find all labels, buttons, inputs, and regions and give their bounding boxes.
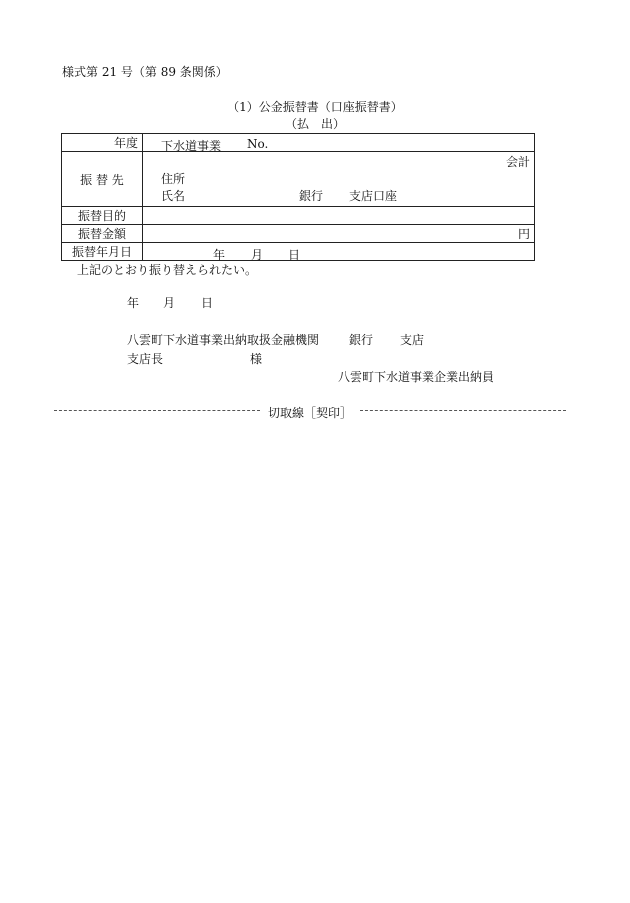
yen-label: 円 [517,227,530,241]
institution-branch-label: 支店 [400,333,425,347]
branch-account-label: 支店口座 [349,189,398,203]
amount-field[interactable] [143,225,535,243]
purpose-label: 振替目的 [62,207,143,225]
bank-label: 銀行 [299,189,324,203]
cut-line-right-dash [360,410,566,411]
date-label: 振替年月日 [62,243,143,261]
sign-month-label: 月 [163,296,176,310]
fiscal-year-field[interactable] [143,134,535,152]
date-day-label: 日 [288,248,301,262]
name-label: 氏名 [161,189,186,203]
treasurer-title: 八雲町下水道事業企業出納員 [338,370,495,384]
address-label: 住所 [161,172,186,186]
payee-field[interactable] [143,152,535,207]
department-name: 下水道事業 [161,139,222,153]
financial-institution: 八雲町下水道事業出納取扱金融機関 [127,333,320,347]
branch-manager-label: 支店長 [127,352,164,366]
sign-day-label: 日 [201,296,214,310]
cut-line [54,403,566,420]
date-row [62,243,535,261]
form-number: 様式第 21 号（第 89 条関係） [62,65,228,79]
fiscal-year-label: 年度 [62,134,143,152]
purpose-row [62,207,535,225]
amount-row [62,225,535,243]
account-label: 会計 [505,155,530,169]
payee-row [62,152,535,207]
document-title: （1）公金振替書（口座振替書） [227,100,403,114]
payee-label: 振 替 先 [62,152,143,207]
sign-year-label: 年 [127,296,140,310]
honorific: 様 [250,352,263,366]
number-label: No. [247,137,269,151]
transfer-form-table [61,133,535,261]
instruction-note: 上記のとおり振り替えられたい。 [77,263,258,277]
amount-label: 振替金額 [62,225,143,243]
institution-bank-label: 銀行 [349,333,374,347]
fiscal-year-row [62,134,535,152]
document-subtitle: （払 出） [284,117,345,131]
date-month-label: 月 [251,248,264,262]
date-field[interactable] [143,243,535,261]
date-year-label: 年 [213,248,226,262]
cut-line-label: 切取線［契印］ [267,406,352,420]
purpose-field[interactable] [143,207,535,225]
